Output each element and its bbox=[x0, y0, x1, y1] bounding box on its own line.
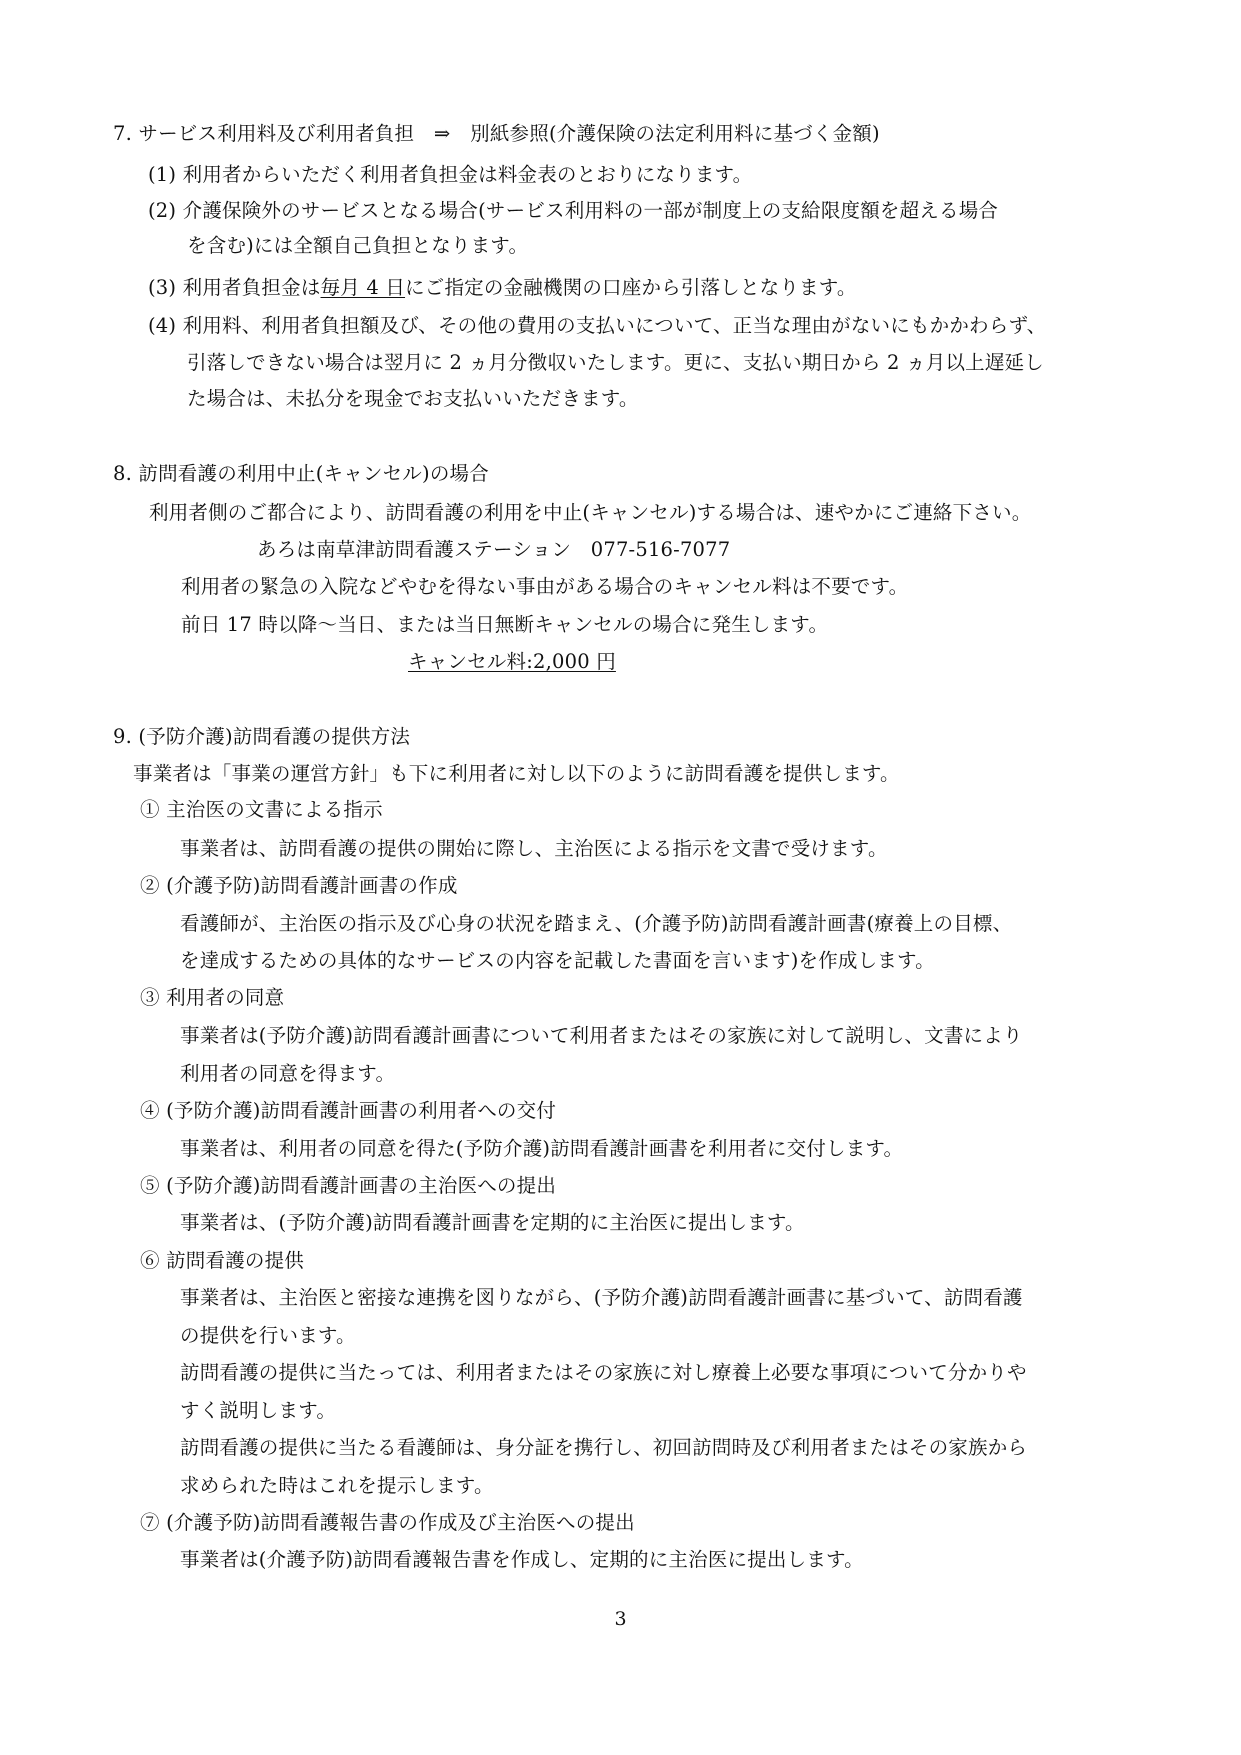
section9-item6-line: 事業者は、主治医と密接な連携を図りながら、(予防介護)訪問看護計画書に基づいて、訪問看護 bbox=[180, 1286, 1023, 1309]
section9-intro: 事業者は「事業の運営方針」も下に利用者に対し以下のように訪問看護を提供します。 bbox=[133, 762, 900, 785]
section9-item2-title: ② (介護予防)訪問看護計画書の作成 bbox=[140, 874, 458, 897]
section9-item6-line: 求められた時はこれを提示します。 bbox=[180, 1474, 494, 1497]
section9-item4-title: ④ (予防介護)訪問看護計画書の利用者への交付 bbox=[140, 1099, 557, 1122]
section9-item6-line: 訪問看護の提供に当たる看護師は、身分証を携行し、初回訪問時及び利用者またはその家族から bbox=[180, 1436, 1028, 1459]
cancellation-fee: キャンセル料:2,000 円 bbox=[408, 650, 616, 673]
section9-item1-title: ① 主治医の文書による指示 bbox=[140, 798, 383, 821]
page-number: 3 bbox=[614, 1608, 627, 1630]
section7-item4-line2: 引落しできない場合は翌月に 2 ヵ月分徴収いたします。更に、支払い期日から 2 ヵ月以上遅延し bbox=[187, 351, 1044, 374]
section9-item1-line: 事業者は、訪問看護の提供の開始に際し、主治医による指示を文書で受けます。 bbox=[180, 837, 888, 860]
section7-item3-before: (3) 利用者負担金は bbox=[148, 276, 321, 299]
section9-item7-line: 事業者は(介護予防)訪問看護報告書を作成し、定期的に主治医に提出します。 bbox=[180, 1548, 864, 1571]
section8-heading: 8. 訪問看護の利用中止(キャンセル)の場合 bbox=[113, 462, 489, 485]
section7-item1: (1) 利用者からいただく利用者負担金は料金表のとおりになります。 bbox=[148, 163, 753, 186]
section7-item3 bbox=[148, 275, 857, 301]
section9-item2-line: 看護師が、主治医の指示及び心身の状況を踏まえ、(介護予防)訪問看護計画書(療養上の目標、 bbox=[180, 912, 1013, 935]
section7-item2-line1: (2) 介護保険外のサービスとなる場合(サービス利用料の一部が制度上の支給限度額を超える場合 bbox=[148, 199, 999, 222]
section9-item6-line: 訪問看護の提供に当たっては、利用者またはその家族に対し療養上必要な事項について分かりや bbox=[180, 1361, 1027, 1384]
section9-item5-title: ⑤ (予防介護)訪問看護計画書の主治医への提出 bbox=[140, 1174, 557, 1197]
section9-heading: 9. (予防介護)訪問看護の提供方法 bbox=[113, 725, 411, 748]
section9-item3-line: 利用者の同意を得ます。 bbox=[180, 1062, 396, 1085]
section8-line3: 利用者の緊急の入院などやむを得ない事由がある場合のキャンセル料は不要です。 bbox=[181, 575, 909, 598]
section8-line4: 前日 17 時以降～当日、または当日無断キャンセルの場合に発生します。 bbox=[181, 613, 829, 636]
section9-item7-title: ⑦ (介護予防)訪問看護報告書の作成及び主治医への提出 bbox=[140, 1511, 635, 1534]
section7-item2-line2: を含む)には全額自己負担となります。 bbox=[187, 234, 529, 257]
section7-heading: 7. サービス利用料及び利用者負担 ⇒ 別紙参照(介護保険の法定利用料に基づく金額) bbox=[113, 122, 880, 145]
section9-item2-line: を達成するための具体的なサービスの内容を記載した書面を言います)を作成します。 bbox=[180, 949, 935, 972]
section7-item4-line3: た場合は、未払分を現金でお支払いいただきます。 bbox=[187, 387, 639, 410]
station-contact: あろは南草津訪問看護ステーション 077-516-7077 bbox=[257, 538, 731, 561]
section8-line1: 利用者側のご都合により、訪問看護の利用を中止(キャンセル)する場合は、速やかにご連絡下さい。 bbox=[149, 501, 1032, 524]
section9-item3-line: 事業者は(予防介護)訪問看護計画書について利用者またはその家族に対して説明し、文書により bbox=[180, 1024, 1023, 1047]
section9-item6-line: すく説明します。 bbox=[180, 1399, 337, 1422]
section9-item5-line: 事業者は、(予防介護)訪問看護計画書を定期的に主治医に提出します。 bbox=[180, 1211, 805, 1234]
section9-item6-title: ⑥ 訪問看護の提供 bbox=[140, 1249, 304, 1272]
section7-item4-line1: (4) 利用料、利用者負担額及び、その他の費用の支払いについて、正当な理由がないにもかかわらず、 bbox=[148, 314, 1047, 337]
section9-item6-line: の提供を行います。 bbox=[180, 1324, 356, 1347]
section9-item4-line: 事業者は、利用者の同意を得た(予防介護)訪問看護計画書を利用者に交付します。 bbox=[180, 1137, 904, 1160]
section7-item3-underlined: 毎月 4 日 bbox=[320, 276, 406, 299]
section9-item3-title: ③ 利用者の同意 bbox=[140, 986, 285, 1009]
section7-item3-after: にご指定の金融機関の口座から引落しとなります。 bbox=[405, 276, 857, 299]
